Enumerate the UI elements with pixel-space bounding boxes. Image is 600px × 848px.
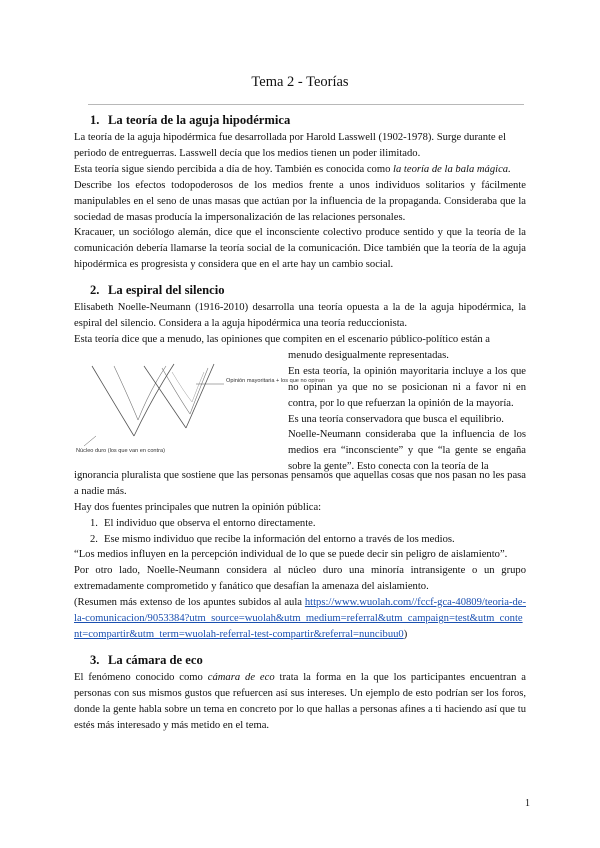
spiral-of-silence-diagram <box>74 358 326 458</box>
section-2-number: 2. <box>90 283 100 298</box>
section-2-heading <box>74 282 526 299</box>
summary-paragraph: (Resumen más extenso de los apuntes subidos al aula https://www.wuolah.com//fccf-gca-40809/teoria-de-la-comunicacion/9053384?utm_source=wuolah&utm_medium=referral&utm_campaign=test&utm_content=compartir&utm_term=wuolah-referral-test-compartir&referral=nuncibuu0) <box>74 597 526 640</box>
wuolah-link[interactable]: https://www.wuolah.com//fccf-gca-40809/teoria-de-la-comunicacion/9053384?utm_source=wuolah&utm_medium=referral&utm_campaign=test&utm_content=compartir&utm_term=wuolah-referral-test-compartir&referral=nuncibuu0 <box>74 597 526 640</box>
camara-de-eco-term: cámara de eco <box>207 671 275 683</box>
section-1-paragraph-3: Describe los efectos todopoderosos de los medios frente a unos individuos solitarios y fácilmente manipulables en el seno de unas masas que actúan por la influencia de la propaganda. Consideraba que la sociedad de masas producía la impersonalización de las relaciones personales. <box>74 179 526 223</box>
section-3-title: La cámara de eco <box>108 652 203 667</box>
section-2-quote: “Los medios influyen en la percepción individual de lo que se puede decir sin peligro de aislamiento”. <box>74 549 508 561</box>
document-body <box>74 112 526 733</box>
page-number: 1 <box>525 798 530 809</box>
section-2-paragraph-7: Por otro lado, Noelle-Neumann considera al núcleo duro una minoría intransigente o un grupo extremadamente comprometido y fanático que desafían la amenaza del aislamiento. <box>74 565 526 593</box>
section-1-paragraph-2: Esta teoría sigue siendo percibida a día de hoy. También es conocida como la teoría de la bala mágica. <box>74 163 511 175</box>
section-2-paragraph-3: En esta teoría, la opinión mayoritaria incluye a los que no opinan ya que no se posicionan ni a favor ni en contra, por lo que refuerzan la opinión de la mayoría. <box>288 365 526 409</box>
list-item: 1. El individuo que observa el entorno directamente. <box>90 517 316 529</box>
section-2-paragraph-4: Es una teoría conservadora que busca el equilibrio. <box>288 413 504 425</box>
section-2-paragraph-2: Esta teoría dice que a menudo, las opiniones que compiten en el escenario público-político están a <box>74 333 490 345</box>
bala-magica-term: la teoría de la bala mágica. <box>393 163 511 175</box>
section-2-paragraph-1: Elisabeth Noelle-Neumann (1916-2010) desarrolla una teoría opuesta a la de la aguja hipodérmica, la espiral del silencio. Considera a la aguja hipodérmica una teoría reduccionista. <box>74 302 526 330</box>
section-1-paragraph-4: Kracauer, un sociólogo alemán, dice que el inconsciente colectivo produce sentido y que la teoría de la comunicación debería llamarse la teoría social de la comunicación. Dice también que la teoría de la aguja hipodérmica es progresista y considera que en el arte hay un cambio social. <box>74 227 526 271</box>
section-1-number: 1. <box>90 113 100 127</box>
section-1-title: La teoría de la aguja hipodérmica <box>108 113 291 127</box>
document-title: Tema 2 - Teorías <box>251 74 349 90</box>
section-2-paragraph-5-cont: ignorancia pluralista que sostiene que las personas pensamos que aquellas cosas que nos pasan no les pasa a nadie más. <box>74 469 526 497</box>
hard-core-label: Núcleo duro (los que van en contra) <box>76 447 165 454</box>
section-1-paragraph-1: La teoría de la aguja hipodérmica fue desarrollada por Harold Lasswell (1902-1978). Surge durante el periodo de entreguerras. Lasswell decía que los medios tienen un poder ilimitado. <box>74 132 506 159</box>
section-2-paragraph-5: Noelle-Neumann consideraba que la influencia de los medios era “inconsciente” y que “la gente se engaña sobre la gente”. Esto conecta con la teoría de la <box>288 429 526 473</box>
section-2-title: La espiral del silencio <box>108 283 225 298</box>
list-item: 2. Ese mismo individuo que recibe la información del entorno a través de los medios. <box>90 533 455 545</box>
spiral-figure-row <box>74 348 526 473</box>
section-3-number: 3. <box>90 652 100 667</box>
opinion-sources-list <box>74 516 526 548</box>
title-divider <box>88 104 524 105</box>
spiral-diagram-svg <box>74 358 326 458</box>
section-2-paragraph-6: Hay dos fuentes principales que nutren la opinión pública: <box>74 501 322 513</box>
spiral-side-text <box>288 348 526 475</box>
section-1-heading <box>74 112 526 129</box>
section-3-heading <box>74 652 526 669</box>
majority-opinion-label: Opinión mayoritaria + los que no opinan <box>226 377 326 384</box>
section-2-paragraph-2-cont: menudo desigualmente representadas. <box>288 349 449 361</box>
section-3-paragraph-1: El fenómeno conocido como cámara de eco trata la forma en la que los participantes encuentran a personas con sus mismos gustos que refuercen así sus intereses. Un ejemplo de esto podrían ser los foros, donde la gente habla sobre un tema en concreto por lo que hallas a personas afines a ti haciendo así que tu estés más interesado y más metido en el tema. <box>74 671 526 731</box>
